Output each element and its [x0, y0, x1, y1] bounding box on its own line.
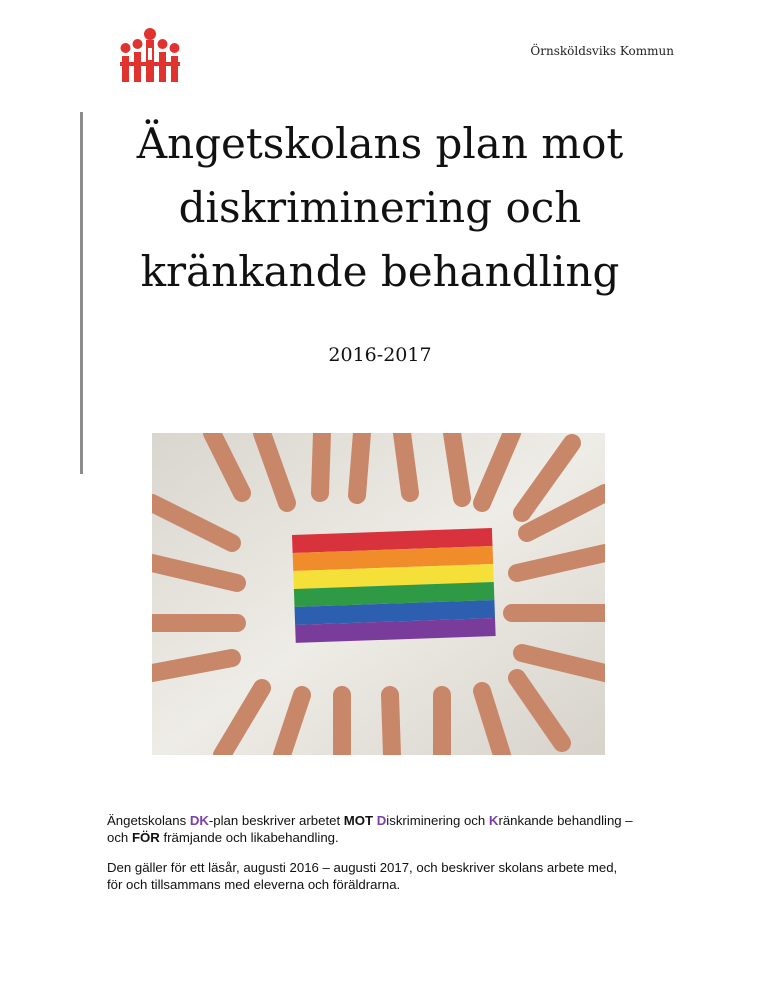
text-span: Den gäller för ett läsår, augusti 2016 – augusti 2017, och beskriver skolans arbete med,: [107, 860, 618, 875]
text-span: främjande och likabehandling.: [159, 830, 339, 845]
text-span: -plan beskriver arbetet: [208, 813, 344, 828]
text-span: Ängetskolans: [107, 813, 190, 828]
scope-paragraph: [107, 859, 677, 893]
mot-emphasis: MOT: [343, 813, 374, 828]
intro-paragraph: [107, 812, 677, 846]
text-span: ränkande behandling –: [498, 813, 633, 828]
vertical-rule: [80, 112, 83, 474]
text-span: iskriminering och: [386, 813, 489, 828]
for-emphasis: FÖR: [131, 830, 160, 845]
document-title: [100, 112, 660, 304]
text-span: och: [107, 830, 132, 845]
rainbow-flag-hands-photo: [152, 433, 605, 755]
title-line: kränkande behandling: [140, 247, 620, 296]
title-line: Ängetskolans plan mot: [136, 119, 624, 168]
organization-name: Örnsköldsviks Kommun: [530, 44, 674, 58]
title-line: diskriminering och: [178, 183, 582, 232]
text-span: för och tillsammans med eleverna och föräldrarna.: [107, 877, 401, 892]
municipal-crest-icon: [114, 26, 186, 88]
k-highlight: K: [488, 813, 499, 828]
d-highlight: D: [376, 813, 387, 828]
dk-highlight: DK: [189, 813, 209, 828]
school-year: 2016-2017: [328, 344, 432, 366]
